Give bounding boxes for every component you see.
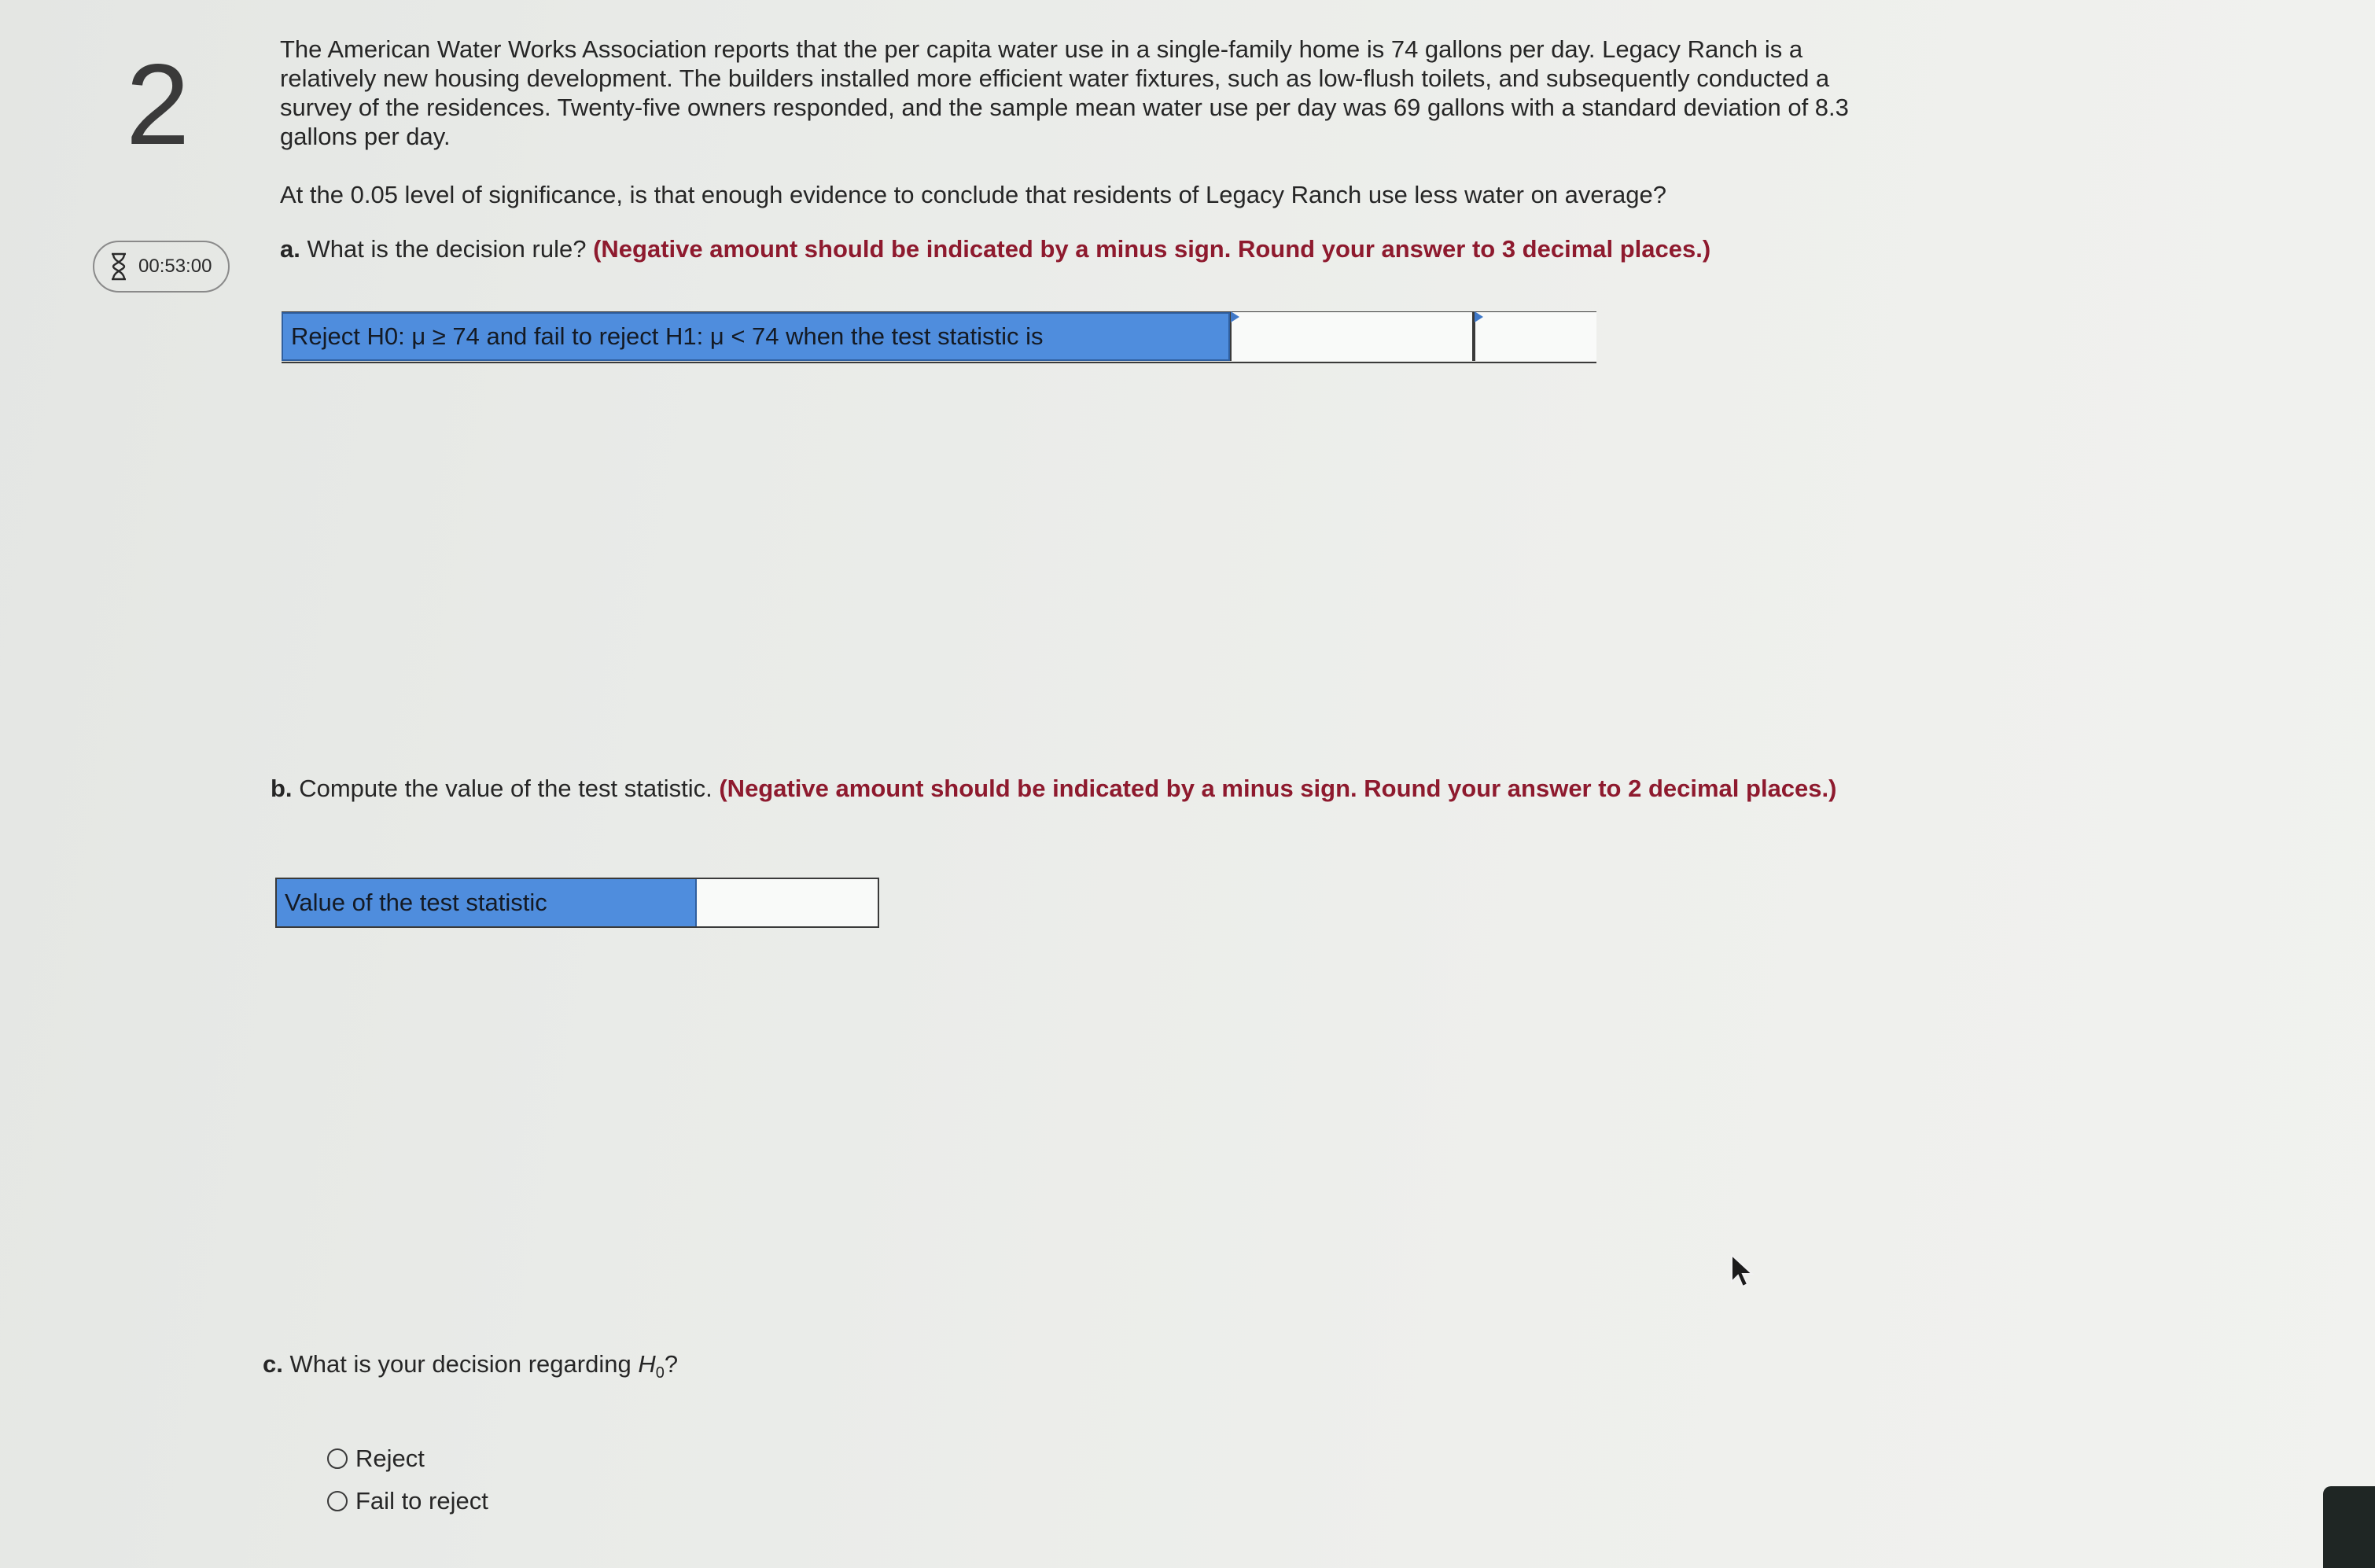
part-a-instruction: (Negative amount should be indicated by a minus sign. Round your answer to 3 decimal places.) xyxy=(593,235,1711,263)
part-c-label: c. xyxy=(263,1350,283,1378)
decision-options xyxy=(327,1437,488,1522)
reject-radio[interactable] xyxy=(327,1448,348,1469)
part-b-instruction: (Negative amount should be indicated by a minus sign. Round your answer to 2 decimal places.) xyxy=(719,775,1837,802)
timer-badge xyxy=(93,241,230,293)
input-marker-icon xyxy=(1231,311,1239,322)
significance-prompt: At the 0.05 level of significance, is that enough evidence to conclude that residents of Legacy Ranch use less water on average? xyxy=(280,181,1666,208)
decision-rule-input-cell-2 xyxy=(1474,312,1596,361)
input-marker-icon xyxy=(1475,311,1483,322)
decision-rule-input-cell-1 xyxy=(1230,312,1474,361)
device-edge xyxy=(2323,1486,2375,1568)
test-statistic-row xyxy=(275,878,879,928)
part-c-question-mark: ? xyxy=(664,1350,679,1378)
h-symbol: H xyxy=(638,1350,656,1378)
part-a-label: a. xyxy=(280,235,300,263)
part-c-prompt xyxy=(263,1349,1049,1388)
question-stem: The American Water Works Association reports that the per capita water use in a single-family home is 74 gallons per day. Legacy Ranch is a relatively new housing development. The builders installed more efficient water fixtures, such as low-flush toilets, and subsequently conducted a survey of the residences. Twenty-five owners responded, and the sample mean water use per day was 69 gallons with a standard deviation of 8.3 gallons per day. xyxy=(280,35,1849,150)
mouse-pointer-icon xyxy=(1729,1253,1755,1290)
h-subscript: 0 xyxy=(655,1364,665,1382)
part-a-text: What is the decision rule? xyxy=(307,235,587,263)
decision-rule-row xyxy=(282,311,1596,363)
hourglass-icon xyxy=(110,252,127,281)
part-c-text: What is your decision regarding xyxy=(289,1350,639,1378)
test-statistic-input[interactable] xyxy=(697,879,878,926)
decision-rule-input-1[interactable] xyxy=(1232,312,1472,361)
option-fail-to-reject[interactable] xyxy=(327,1480,488,1522)
part-a-prompt xyxy=(280,234,1853,263)
decision-rule-label: Reject H0: μ ≥ 74 and fail to reject H1: μ < 74 when the test statistic is xyxy=(282,312,1230,361)
timer-text: 00:53:00 xyxy=(138,256,212,277)
question-number: 2 xyxy=(126,40,190,168)
decision-rule-input-2[interactable] xyxy=(1475,312,1596,361)
test-statistic-input-cell xyxy=(697,879,878,926)
fail-to-reject-label: Fail to reject xyxy=(355,1487,488,1515)
test-statistic-label: Value of the test statistic xyxy=(277,879,697,926)
part-b-label: b. xyxy=(271,775,293,802)
reject-label: Reject xyxy=(355,1445,425,1472)
option-reject[interactable] xyxy=(327,1437,488,1480)
fail-to-reject-radio[interactable] xyxy=(327,1491,348,1511)
part-b-prompt xyxy=(271,774,1859,803)
part-b-text: Compute the value of the test statistic. xyxy=(299,775,712,802)
